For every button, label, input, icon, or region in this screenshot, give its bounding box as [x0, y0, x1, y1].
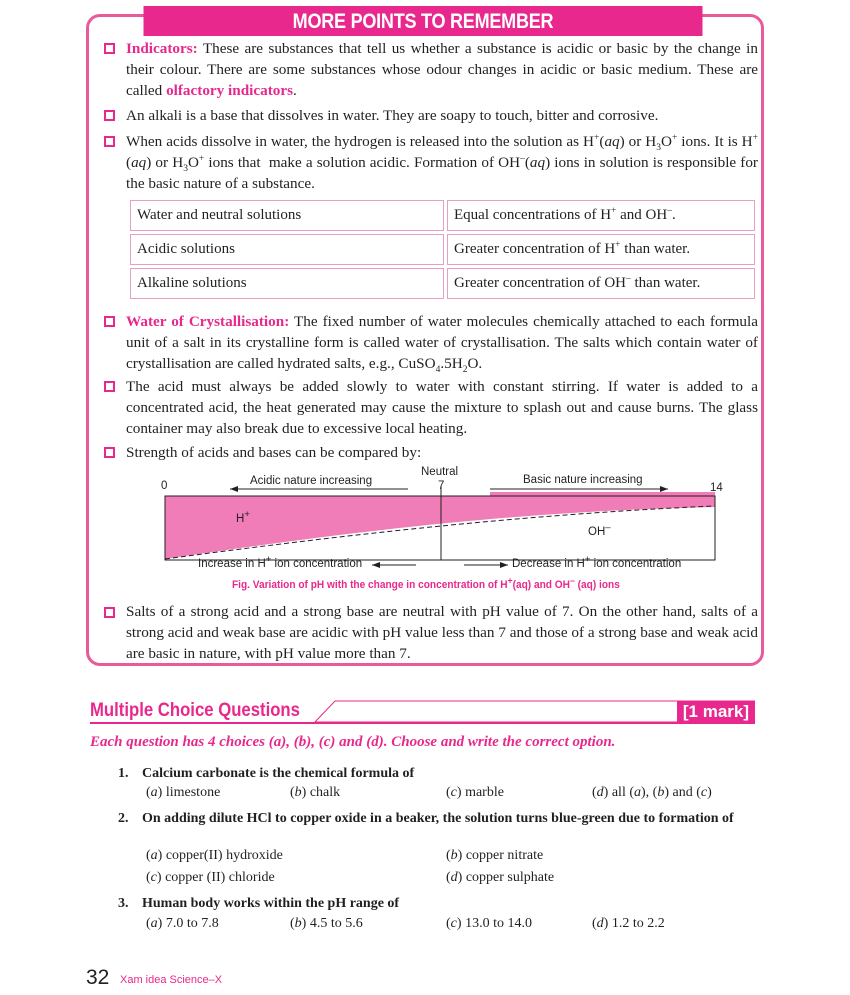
q3-number: 3.	[118, 896, 129, 911]
table-cell: Acidic solutions	[130, 234, 444, 265]
point-indicators: Indicators: These are substances that tell us whether a substance is acidic or basic by the change in their colour. There are some substances whose odour changes in acidic or basic medium. These are called olfactory indicators.	[126, 40, 759, 99]
q2-number: 2.	[118, 811, 129, 826]
q2-option-c: (c) copper (II) chloride	[146, 870, 275, 885]
table-cell: Greater concentration of OH– than water.	[447, 268, 755, 299]
remember-title: MORE POINTS TO REMEMBER	[144, 6, 703, 36]
checkbox-bullet-icon	[104, 43, 115, 54]
oh-top-area	[490, 492, 715, 496]
checkbox-bullet-icon	[104, 381, 115, 392]
checkbox-bullet-icon	[104, 110, 115, 121]
q1-number: 1.	[118, 766, 129, 781]
neutral-label: Neutral	[421, 466, 459, 478]
point-strength: Strength of acids and bases can be compared by:	[126, 444, 422, 461]
q3-option-a: (a) 7.0 to 7.8	[146, 916, 219, 931]
q3-option-c: (c) 13.0 to 14.0	[446, 916, 532, 931]
indicators-label: Indicators:	[126, 40, 198, 57]
table-cell: Equal concentrations of H+ and OH–.	[447, 200, 755, 231]
basic-increasing-label: Basic nature increasing	[523, 474, 643, 486]
q2-option-d: (d) copper sulphate	[446, 870, 555, 885]
table-row	[130, 234, 755, 265]
olfactory-term: olfactory indicators	[166, 82, 294, 99]
h-ion-label: H+	[236, 509, 250, 525]
solutions-table	[127, 197, 758, 302]
marks-badge: [1 mark]	[677, 701, 755, 723]
table-row	[130, 268, 755, 299]
page-number: 32	[86, 966, 110, 989]
q1-option-c: (c) marble	[446, 785, 504, 800]
mcq-instruction: Each question has 4 choices (a), (b), (c) and (d). Choose and write the correct option.	[90, 734, 616, 750]
q2-text: On adding dilute HCl to copper oxide in a beaker, the solution turns blue-green due to formation of	[142, 811, 734, 826]
decrease-h-label: Decrease in H+ ion concentration	[512, 554, 682, 570]
book-title: Xam idea Science–X	[120, 974, 223, 986]
checkbox-bullet-icon	[104, 447, 115, 458]
ph-figure	[150, 462, 730, 602]
q2-option-a: (a) copper(II) hydroxide	[146, 848, 283, 863]
table-row	[130, 200, 755, 231]
checkbox-bullet-icon	[104, 316, 115, 327]
q1-text: Calcium carbonate is the chemical formula of	[142, 766, 415, 781]
table-cell: Greater concentration of H+ than water.	[447, 234, 755, 265]
point-salts: Salts of a strong acid and a strong base are neutral with pH value of 7. On the other hand, salts of a strong acid and weak base are acidic with pH value less than 7 and those of a strong base and weak acid are basic in nature, with pH value more than 7.	[126, 603, 758, 662]
acidic-increasing-label: Acidic nature increasing	[250, 475, 373, 487]
increase-h-label: Increase in H+ ion concentration	[198, 554, 363, 570]
q1-option-b: (b) chalk	[290, 785, 341, 800]
q3-text: Human body works within the pH range of	[142, 896, 400, 911]
q2-option-b: (b) copper nitrate	[446, 848, 544, 863]
point-water-crystallisation: Water of Crystallisation: The fixed number of water molecules chemically attached to each formula unit of a salt in its crystalline form is called water of crystallisation. The salts which contain water of crystallisation are called hydrated salts, e.g., $CuSO_4.5H_2O$.	[126, 313, 758, 376]
ph-fourteen-label: 14	[710, 482, 723, 494]
q1-option-d: (d) all (a), (b) and (c)	[592, 785, 712, 800]
mcq-header	[90, 700, 755, 724]
ph-zero-label: 0	[161, 480, 168, 492]
ph-seven-label: 7	[438, 480, 445, 492]
table-cell: Alkaline solutions	[130, 268, 444, 299]
q1-option-a: (a) limestone	[146, 785, 221, 800]
point-alkali: An alkali is a base that dissolves in water. They are soapy to touch, bitter and corrosive.	[126, 107, 659, 124]
point-acid-addition: The acid must always be added slowly to water with constant stirring. If water is added to a concentrated acid, the heat generated may cause the mixture to splash out and cause burns. The glass container may also break due to excessive local heating.	[126, 378, 758, 437]
h-concentration-area	[165, 496, 715, 559]
q3-option-b: (b) 4.5 to 5.6	[290, 916, 363, 931]
point-acids-dissolve: When acids dissolve in water, the hydrogen is released into the solution as H+(aq) or $H_3O^+$ ions. It is H+(aq) or $H_3O^+$ ions that make a solution acidic. Formation of OH–(aq) ions in solution is responsible for the basic nature of a substance.	[126, 132, 759, 192]
figure-caption: Fig. Variation of pH with the change in concentration of H+(aq) and OH– (aq) ions	[232, 575, 620, 591]
checkbox-bullet-icon	[104, 136, 115, 147]
indicators-text: These are substances that tell us whether a substance is acidic or basic by the change in their colour. There are some substances whose odour changes in acidic or basic medium. These are called	[126, 40, 759, 99]
crystallisation-label: Water of Crystallisation:	[126, 313, 290, 330]
crystallisation-text: The fixed number of water molecules chemically attached to each formula unit of a salt in its crystalline form is called water of crystallisation. The salts which contain water of crystallisation are called hydrated salts, e.g., CuSO	[126, 313, 758, 372]
checkbox-bullet-icon	[104, 607, 115, 618]
table-cell: Water and neutral solutions	[130, 200, 444, 231]
oh-ion-label: OH–	[588, 522, 611, 538]
q3-option-d: (d) 1.2 to 2.2	[592, 916, 665, 931]
mcq-title: Multiple Choice Questions	[90, 700, 300, 721]
